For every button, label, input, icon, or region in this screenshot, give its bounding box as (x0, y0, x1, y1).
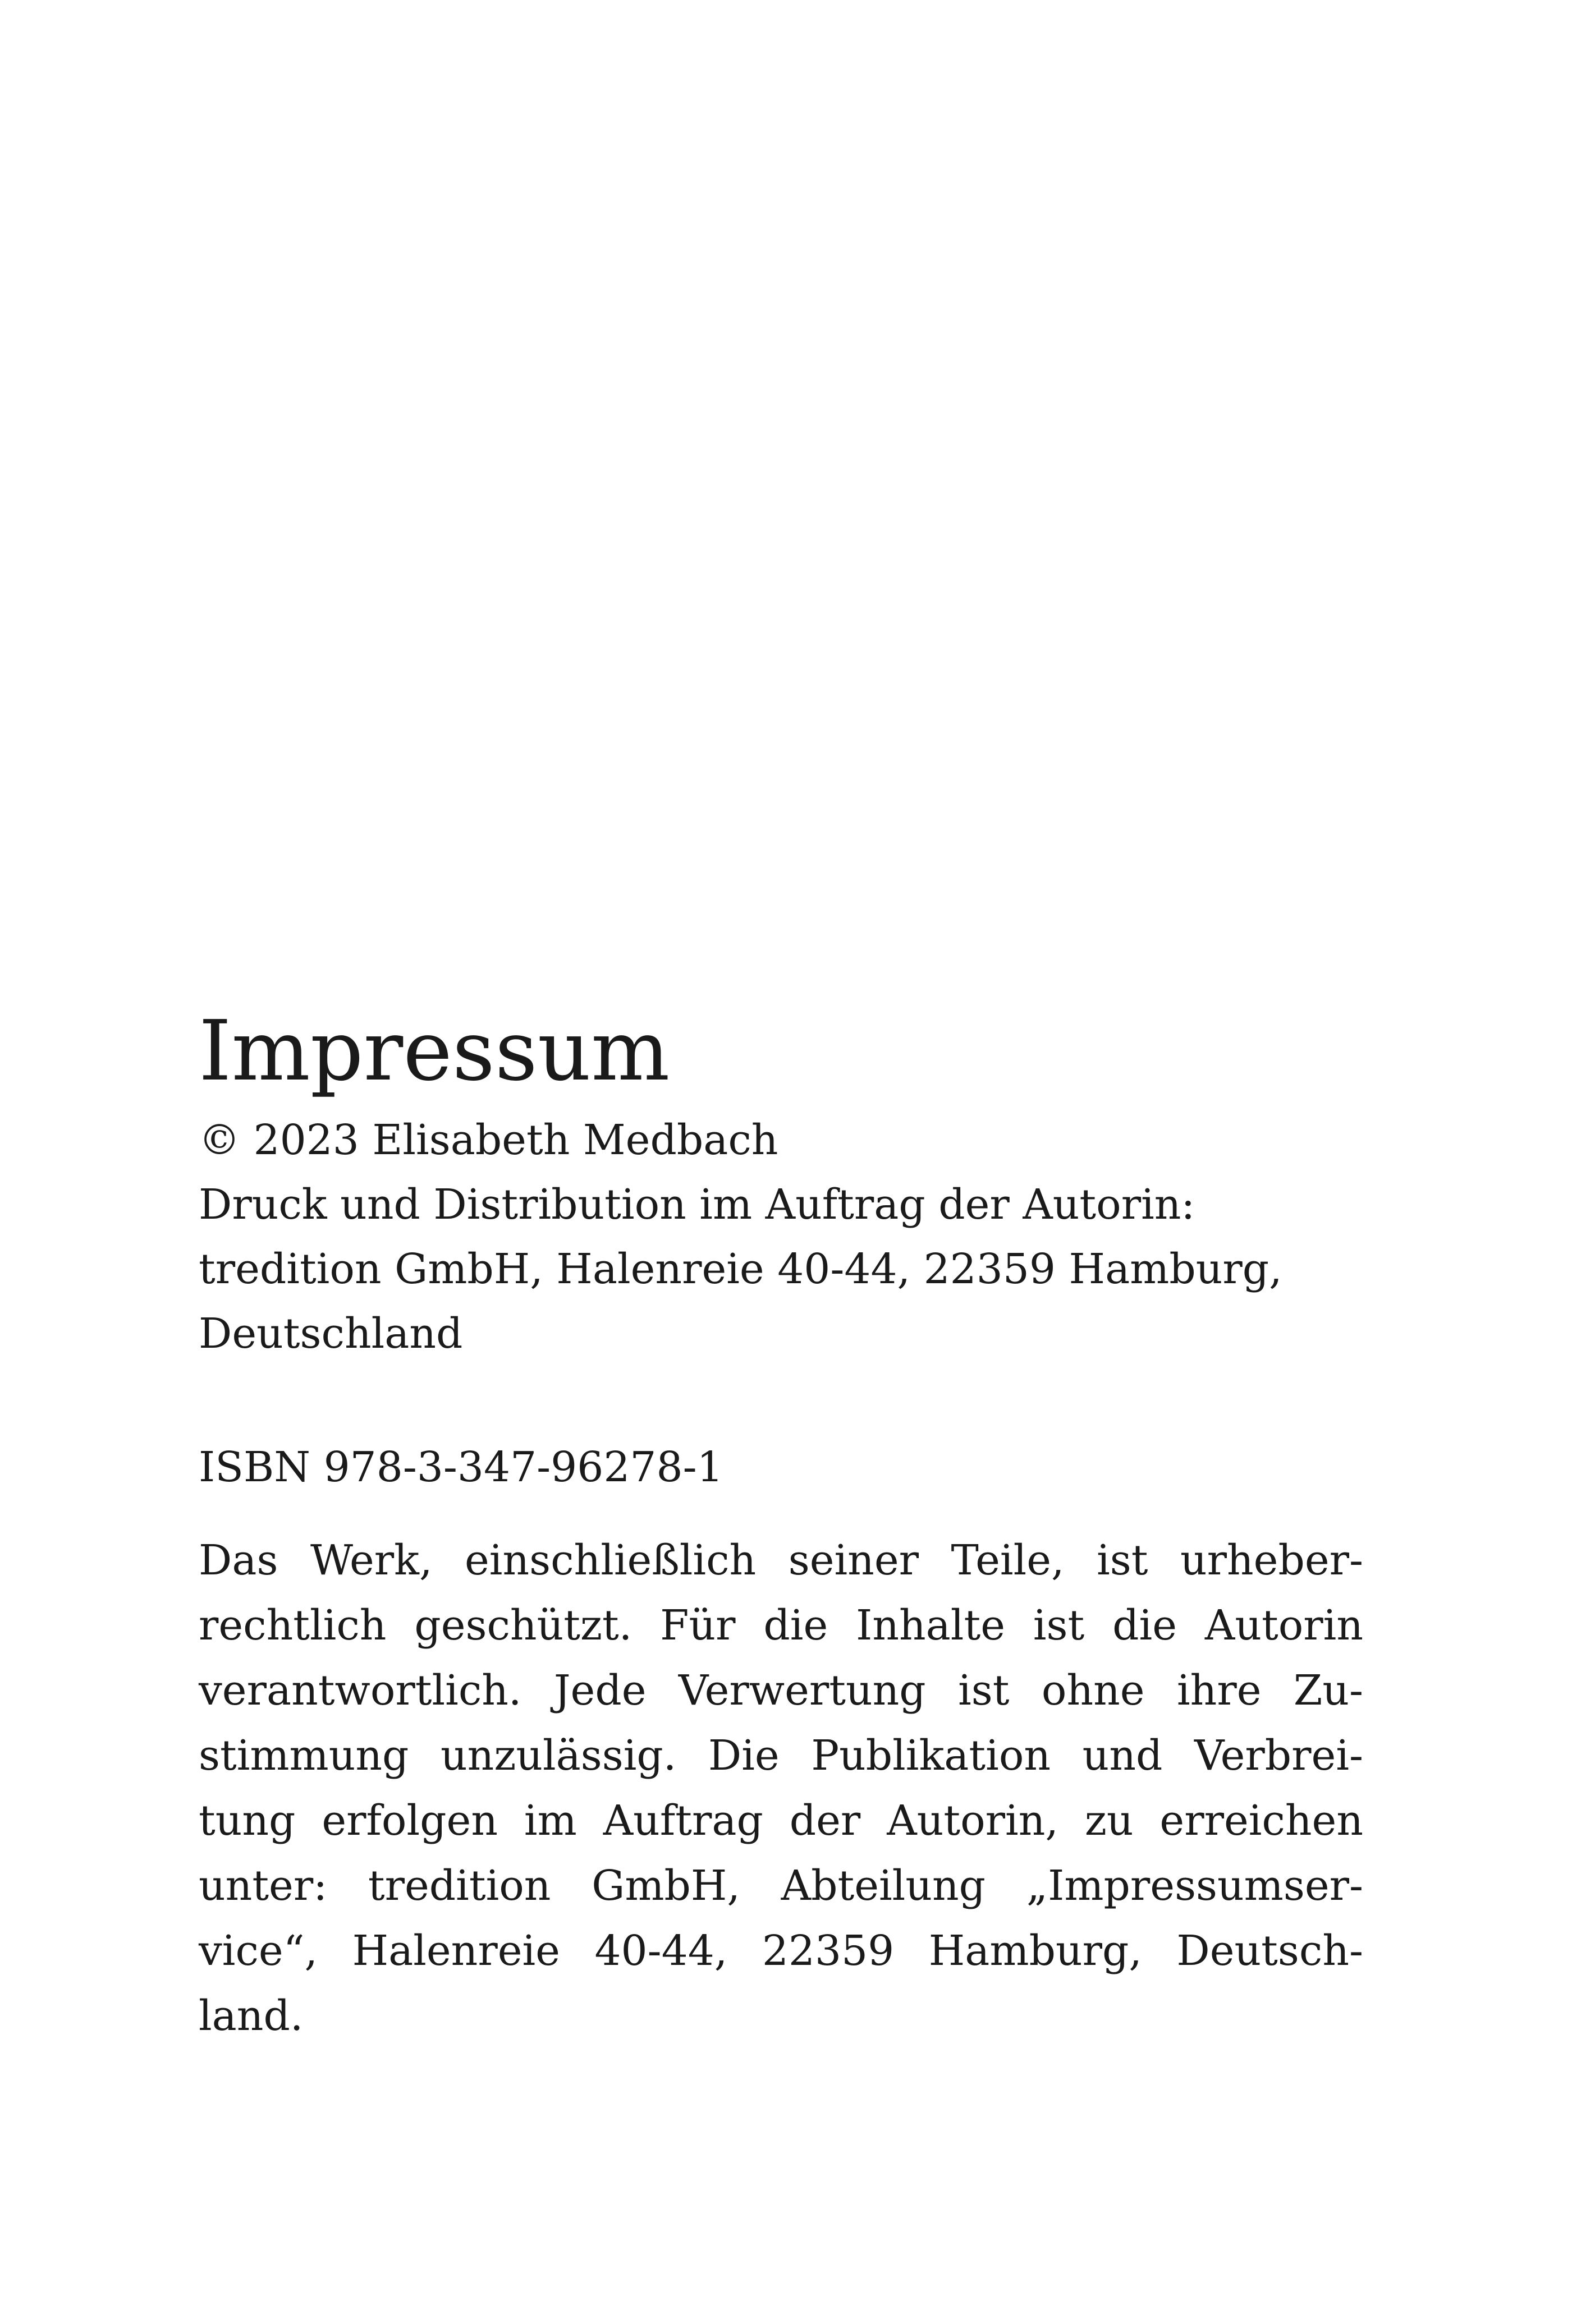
notice-line: vice“, Halenreie 40-44, 22359 Hamburg, Deutsch- (199, 1927, 1363, 1975)
copyright-line: © 2023 Elisabeth Medbach (199, 1116, 778, 1164)
printer-line: Deutschland (199, 1310, 463, 1358)
notice-line: tung erfolgen im Auftrag der Autorin, zu erreichen (199, 1797, 1363, 1845)
printer-line: tredition GmbH, Halenreie 40-44, 22359 Hamburg, (199, 1245, 1282, 1293)
imprint-heading: Impressum (199, 1003, 670, 1099)
imprint-section (199, 1003, 1363, 2049)
notice-line: verantwortlich. Jede Verwertung ist ohne ihre Zu- (199, 1666, 1363, 1715)
copyright-notice (199, 1528, 1363, 2049)
notice-line: rechtlich geschützt. Für die Inhalte ist die Autorin (199, 1601, 1363, 1650)
notice-line: unter: tredition GmbH, Abteilung „Impressumser- (199, 1862, 1363, 1910)
notice-line: Das Werk, einschließlich seiner Teile, ist urheber- (199, 1536, 1363, 1584)
isbn-line: ISBN 978-3-347-96278-1 (199, 1443, 723, 1491)
notice-line: land. (199, 1992, 304, 2040)
notice-line: stimmung unzulässig. Die Publikation und Verbrei- (199, 1731, 1363, 1780)
publisher-block (199, 1108, 1363, 1366)
printer-line: Druck und Distribution im Auftrag der Autorin: (199, 1181, 1195, 1229)
